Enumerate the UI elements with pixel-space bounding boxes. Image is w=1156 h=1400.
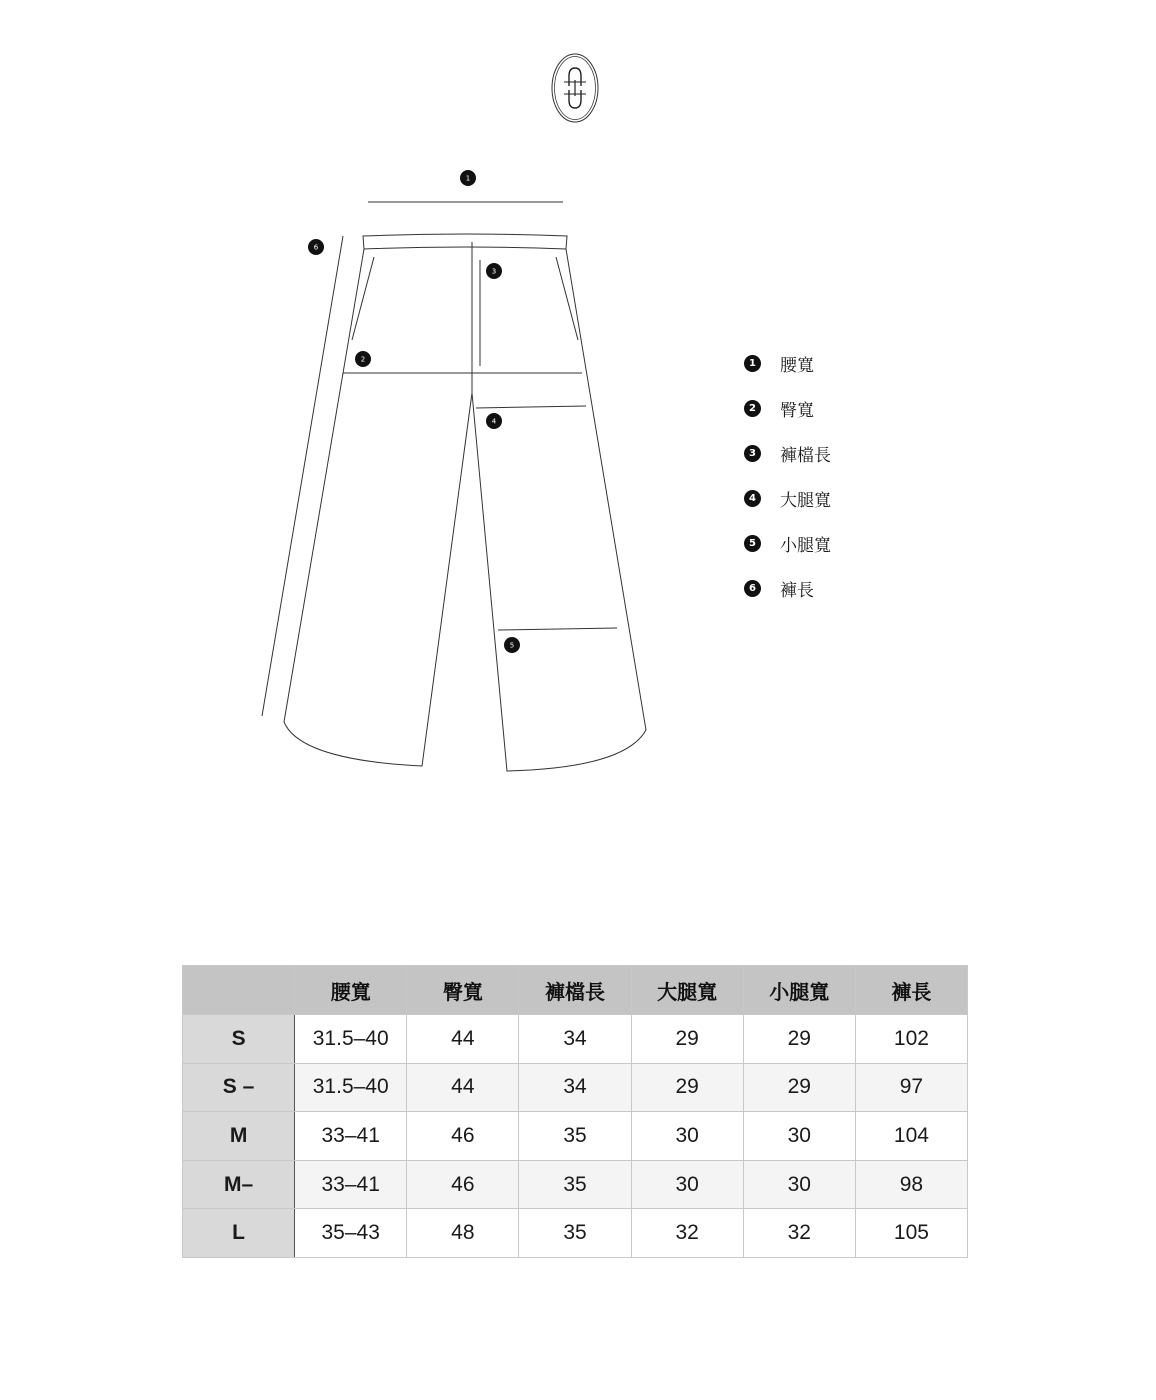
table-cell: 29 xyxy=(743,1063,855,1112)
left-leg-outline xyxy=(284,249,472,766)
table-row xyxy=(183,1160,968,1209)
marker-1 xyxy=(460,170,476,186)
table-cell: 44 xyxy=(407,1015,519,1064)
size-label-cell: S xyxy=(183,1015,295,1064)
right-leg-outline xyxy=(472,249,646,771)
svg-text:2: 2 xyxy=(360,355,366,364)
table-cell: 46 xyxy=(407,1112,519,1161)
legend-item xyxy=(744,431,904,476)
legend-label: 褲檔長 xyxy=(780,446,831,466)
table-header-cell: 腰寬 xyxy=(295,966,407,1015)
marker-2 xyxy=(355,351,371,367)
table-cell: 29 xyxy=(631,1015,743,1064)
legend-item xyxy=(744,521,904,566)
table-header-corner xyxy=(183,966,295,1015)
marker-6 xyxy=(308,239,324,255)
table-cell: 30 xyxy=(743,1112,855,1161)
legend-item xyxy=(744,566,904,611)
table-row xyxy=(183,1209,968,1258)
table-cell: 104 xyxy=(855,1112,967,1161)
legend-item xyxy=(744,476,904,521)
measurement-legend xyxy=(744,341,904,611)
thigh-measure-line xyxy=(476,406,586,408)
size-label-cell: M xyxy=(183,1112,295,1161)
legend-number-icon: 4 xyxy=(744,490,761,507)
table-cell: 32 xyxy=(631,1209,743,1258)
table-cell: 102 xyxy=(855,1015,967,1064)
legend-number-icon: 6 xyxy=(744,580,761,597)
legend-item xyxy=(744,386,904,431)
size-label-cell: S – xyxy=(183,1063,295,1112)
legend-number-icon: 2 xyxy=(744,400,761,417)
table-header-cell: 小腿寬 xyxy=(743,966,855,1015)
table-cell: 35 xyxy=(519,1160,631,1209)
table-cell: 34 xyxy=(519,1015,631,1064)
table-cell: 44 xyxy=(407,1063,519,1112)
brand-logo-icon xyxy=(550,52,600,124)
table-cell: 48 xyxy=(407,1209,519,1258)
svg-text:1: 1 xyxy=(465,174,471,183)
table-cell: 34 xyxy=(519,1063,631,1112)
legend-label: 小腿寬 xyxy=(780,536,831,556)
table-cell: 46 xyxy=(407,1160,519,1209)
svg-text:4: 4 xyxy=(491,417,497,426)
svg-text:6: 6 xyxy=(313,243,319,252)
marker-5 xyxy=(504,637,520,653)
table-header-row xyxy=(183,966,968,1015)
table-cell: 29 xyxy=(631,1063,743,1112)
legend-number-icon: 5 xyxy=(744,535,761,552)
table-cell: 30 xyxy=(631,1112,743,1161)
pants-measurement-diagram xyxy=(250,160,670,790)
table-cell: 35–43 xyxy=(295,1209,407,1258)
table-header-cell: 大腿寬 xyxy=(631,966,743,1015)
table-row xyxy=(183,1112,968,1161)
table-header-cell: 褲檔長 xyxy=(519,966,631,1015)
legend-label: 腰寬 xyxy=(780,356,814,376)
table-cell: 33–41 xyxy=(295,1160,407,1209)
table-cell: 30 xyxy=(631,1160,743,1209)
legend-number-icon: 3 xyxy=(744,445,761,462)
table-header-cell: 褲長 xyxy=(855,966,967,1015)
table-cell: 35 xyxy=(519,1112,631,1161)
length-measure-line xyxy=(262,236,343,716)
calf-measure-line xyxy=(498,628,617,630)
table-row xyxy=(183,1015,968,1064)
table-cell: 35 xyxy=(519,1209,631,1258)
legend-number-icon: 1 xyxy=(744,355,761,372)
table-header-cell: 臀寬 xyxy=(407,966,519,1015)
table-row xyxy=(183,1063,968,1112)
table-cell: 31.5–40 xyxy=(295,1063,407,1112)
table-cell: 33–41 xyxy=(295,1112,407,1161)
table-cell: 105 xyxy=(855,1209,967,1258)
legend-label: 大腿寬 xyxy=(780,491,831,511)
table-cell: 98 xyxy=(855,1160,967,1209)
table-cell: 32 xyxy=(743,1209,855,1258)
legend-label: 臀寬 xyxy=(780,401,814,421)
marker-3 xyxy=(486,263,502,279)
table-cell: 31.5–40 xyxy=(295,1015,407,1064)
svg-text:5: 5 xyxy=(509,641,515,650)
legend-label: 褲長 xyxy=(780,581,814,601)
table-cell: 30 xyxy=(743,1160,855,1209)
size-label-cell: L xyxy=(183,1209,295,1258)
table-cell: 97 xyxy=(855,1063,967,1112)
legend-item xyxy=(744,341,904,386)
size-label-cell: M– xyxy=(183,1160,295,1209)
waistband-outline xyxy=(363,234,567,249)
marker-4 xyxy=(486,413,502,429)
svg-text:3: 3 xyxy=(491,267,497,276)
size-chart-table xyxy=(182,965,968,1258)
table-cell: 29 xyxy=(743,1015,855,1064)
